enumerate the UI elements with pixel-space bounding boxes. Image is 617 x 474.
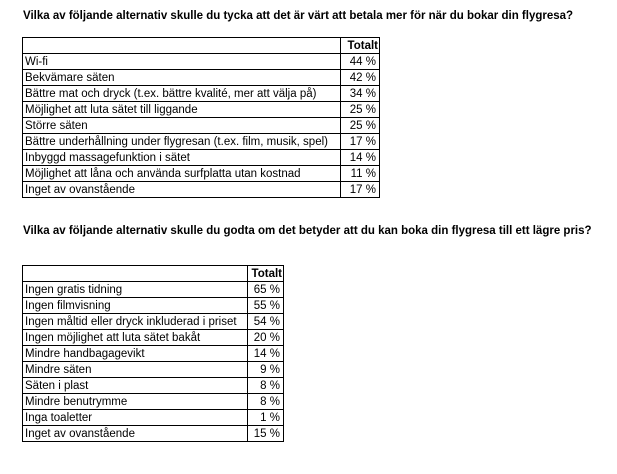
table-row [23, 410, 284, 426]
header-label-cell [23, 266, 248, 282]
row-label: Möjlighet att låna och använda surfplatta utan kostnad [23, 166, 341, 182]
row-label: Möjlighet att luta sätet till liggande [23, 102, 341, 118]
table-row [23, 362, 284, 378]
header-total: Totalt [341, 38, 380, 54]
table-row [23, 182, 380, 198]
row-label: Ingen gratis tidning [23, 282, 248, 298]
row-label: Mindre benutrymme [23, 394, 248, 410]
question-1-heading: Vilka av följande alternativ skulle du tycka att det är värt att betala mer för när du bokar din flygresa? [23, 10, 574, 22]
row-value: 54 % [248, 314, 284, 330]
row-label: Ingen möjlighet att luta sätet bakåt [23, 330, 248, 346]
row-value: 15 % [248, 426, 284, 442]
row-label: Bättre mat och dryck (t.ex. bättre kvalité, mer att välja på) [23, 86, 341, 102]
row-label: Mindre säten [23, 362, 248, 378]
row-label: Wi-fi [23, 54, 341, 70]
table-row [23, 54, 380, 70]
table-header-row [23, 266, 284, 282]
row-value: 55 % [248, 298, 284, 314]
row-value: 20 % [248, 330, 284, 346]
row-label: Ingen måltid eller dryck inkluderad i priset [23, 314, 248, 330]
row-value: 25 % [341, 102, 380, 118]
row-value: 14 % [341, 150, 380, 166]
row-value: 65 % [248, 282, 284, 298]
row-label: Bättre underhållning under flygresan (t.ex. film, musik, spel) [23, 134, 341, 150]
row-value: 17 % [341, 134, 380, 150]
table-row [23, 378, 284, 394]
row-value: 42 % [341, 70, 380, 86]
table-row [23, 86, 380, 102]
table-row [23, 102, 380, 118]
row-value: 44 % [341, 54, 380, 70]
table-row [23, 346, 284, 362]
willing-to-pay-table [22, 37, 380, 198]
row-value: 34 % [341, 86, 380, 102]
row-value: 8 % [248, 378, 284, 394]
table-row [23, 282, 284, 298]
table-row [23, 298, 284, 314]
header-total: Totalt [248, 266, 284, 282]
table-row [23, 150, 380, 166]
table-row [23, 426, 284, 442]
table-row [23, 134, 380, 150]
row-value: 8 % [248, 394, 284, 410]
row-label: Inget av ovanstående [23, 182, 341, 198]
header-label-cell [23, 38, 341, 54]
row-value: 25 % [341, 118, 380, 134]
row-value: 1 % [248, 410, 284, 426]
row-label: Säten i plast [23, 378, 248, 394]
question-2-heading: Vilka av följande alternativ skulle du godta om det betyder att du kan boka din flygresa till ett lägre pris? [23, 225, 592, 237]
row-label: Ingen filmvisning [23, 298, 248, 314]
table-row [23, 118, 380, 134]
row-label: Mindre handbagagevikt [23, 346, 248, 362]
row-value: 14 % [248, 346, 284, 362]
table-row [23, 166, 380, 182]
row-value: 9 % [248, 362, 284, 378]
row-value: 17 % [341, 182, 380, 198]
accept-for-lower-price-table [22, 265, 284, 442]
row-label: Bekvämare säten [23, 70, 341, 86]
row-label: Inbyggd massagefunktion i sätet [23, 150, 341, 166]
row-value: 11 % [341, 166, 380, 182]
row-label: Större säten [23, 118, 341, 134]
row-label: Inga toaletter [23, 410, 248, 426]
table-row [23, 314, 284, 330]
table-row [23, 70, 380, 86]
row-label: Inget av ovanstående [23, 426, 248, 442]
table-header-row [23, 38, 380, 54]
table-row [23, 330, 284, 346]
table-row [23, 394, 284, 410]
